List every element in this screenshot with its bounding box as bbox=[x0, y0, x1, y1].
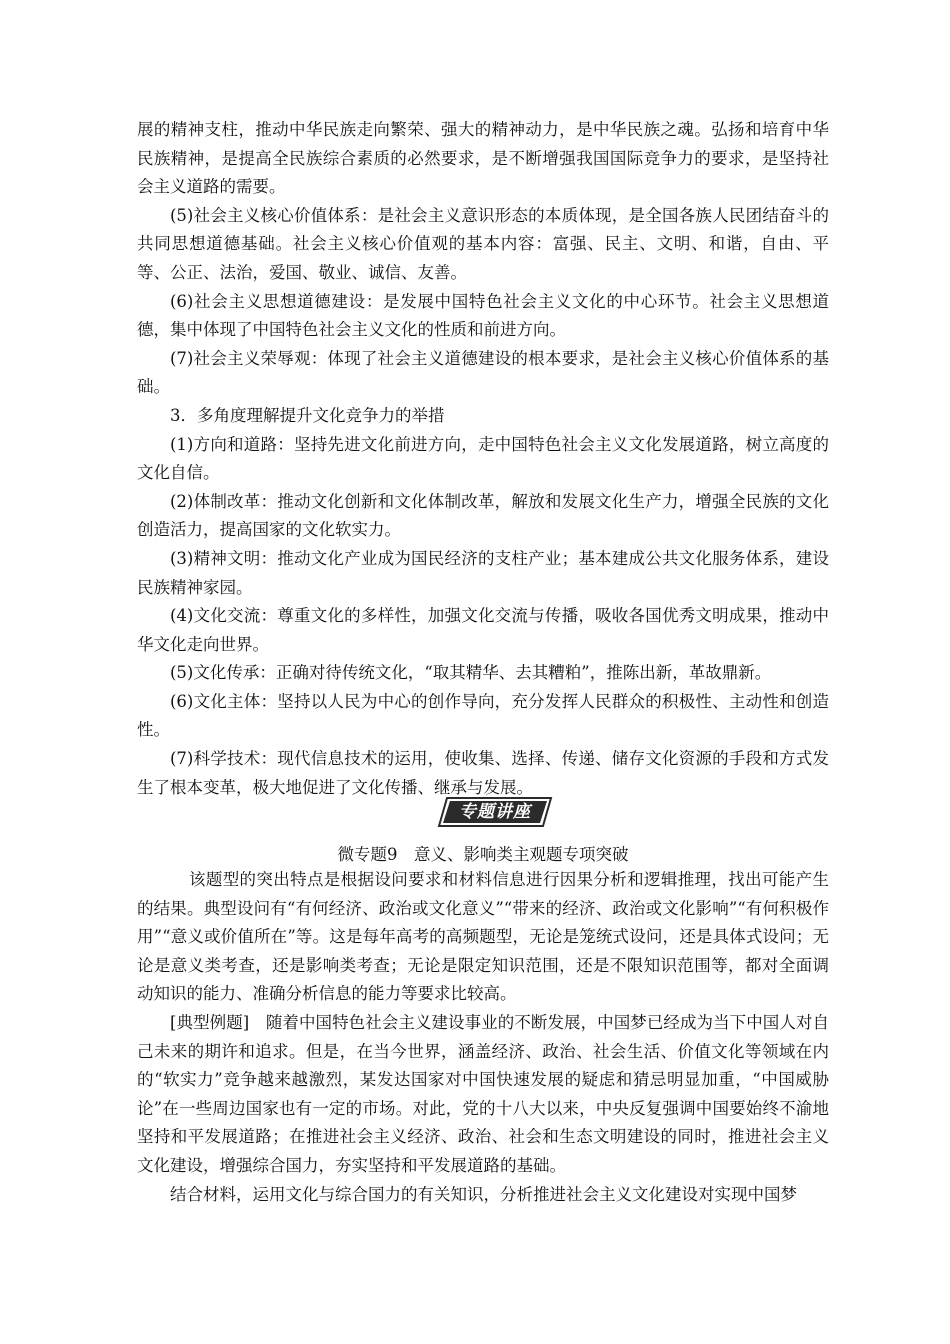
topic-lecture-banner bbox=[437, 796, 553, 828]
topic-title: 微专题9 意义、影响类主观题专项突破 bbox=[337, 845, 629, 864]
item-5-paragraph: (5)社会主义核心价值体系：是社会主义意识形态的本质体现，是全国各族人民团结奋斗的共同思想道德基础。社会主义核心价值观的基本内容：富强、民主、文明、和谐，自由、平等、公正、法治，爱国、敬业、诚信、友善。 bbox=[137, 205, 829, 282]
example-tag: [典型例题] bbox=[170, 1012, 250, 1032]
top-section bbox=[137, 116, 829, 802]
section-3-heading: 3．多角度理解提升文化竞争力的举措 bbox=[170, 405, 445, 425]
topic-intro-paragraph: 该题型的突出特点是根据设问要求和材料信息进行因果分析和逻辑推理，找出可能产生的结果。典型设问有“有何经济、政治或文化意义”“带来的经济、政治或文化影响”“有何积极作用”“意义或价值所在”等。这是每年高考的高频题型，无论是笼统式设问，还是具体式设问；无论是意义类考查，还是影响类考查；无论是限定知识范围，还是不限知识范围等，都对全面调动知识的能力、准确分析信息的能力等要求比较高。 bbox=[137, 870, 829, 1004]
continuation-paragraph: 展的精神支柱，推动中华民族走向繁荣、强大的精神动力，是中华民族之魂。弘扬和培育中华民族精神，是提高全民族综合素质的必然要求，是不断增强我国国际竞争力的要求，是坚持社会主义道路的需要。 bbox=[137, 120, 829, 197]
item-6-paragraph: (6)社会主义思想道德建设：是发展中国特色社会主义文化的中心环节。社会主义思想道德，集中体现了中国特色社会主义文化的性质和前进方向。 bbox=[137, 291, 829, 340]
measure-item: (4)文化交流：尊重文化的多样性，加强文化交流与传播，吸收各国优秀文明成果，推动中华文化走向世界。 bbox=[137, 606, 829, 654]
measure-item: (7)科学技术：现代信息技术的运用，使收集、选择、传递、储存文化资源的手段和方式发生了根本变革，极大地促进了文化传播、继承与发展。 bbox=[137, 749, 829, 797]
measure-item: (1)方向和道路：坚持先进文化前进方向，走中国特色社会主义文化发展道路，树立高度的文化自信。 bbox=[137, 434, 829, 483]
measure-item: (5)文化传承：正确对待传统文化，“取其精华、去其糟粕”，推陈出新，革故鼎新。 bbox=[170, 663, 772, 683]
banner-label: 专题讲座 bbox=[459, 801, 531, 822]
measure-item: (3)精神文明：推动文化产业成为国民经济的支柱产业；基本建成公共文化服务体系，建设民族精神家园。 bbox=[137, 548, 829, 597]
question-paragraph: 结合材料，运用文化与综合国力的有关知识，分析推进社会主义文化建设对实现中国梦 bbox=[170, 1184, 797, 1204]
measure-item: (2)体制改革：推动文化创新和文化体制改革，解放和发展文化生产力，增强全民族的文化创造活力，提高国家的文化软实力。 bbox=[137, 491, 829, 540]
item-7-paragraph: (7)社会主义荣辱观：体现了社会主义道德建设的根本要求，是社会主义核心价值体系的基础。 bbox=[137, 348, 829, 397]
example-paragraph bbox=[137, 1009, 829, 1181]
topic-section bbox=[137, 866, 829, 1209]
measure-item: (6)文化主体：坚持以人民为中心的创作导向，充分发挥人民群众的积极性、主动性和创造性。 bbox=[137, 691, 829, 740]
example-text: 随着中国特色社会主义建设事业的不断发展，中国梦已经成为当下中国人对自己未来的期许和追求。但是，在当今世界，涵盖经济、政治、社会生活、价值文化等领域在内的“软实力”竞争越来越激烈，某发达国家对中国快速发展的疑虑和猜忌明显加重，“中国威胁论”在一些周边国家也有一定的市场。对此，党的十八大以来，中央反复强调中国要始终不渝地坚持和平发展道路；在推进社会主义经济、政治、社会和生态文明建设的同时，推进社会主义文化建设，增强综合国力，夯实坚持和平发展道路的基础。 bbox=[137, 1012, 830, 1175]
